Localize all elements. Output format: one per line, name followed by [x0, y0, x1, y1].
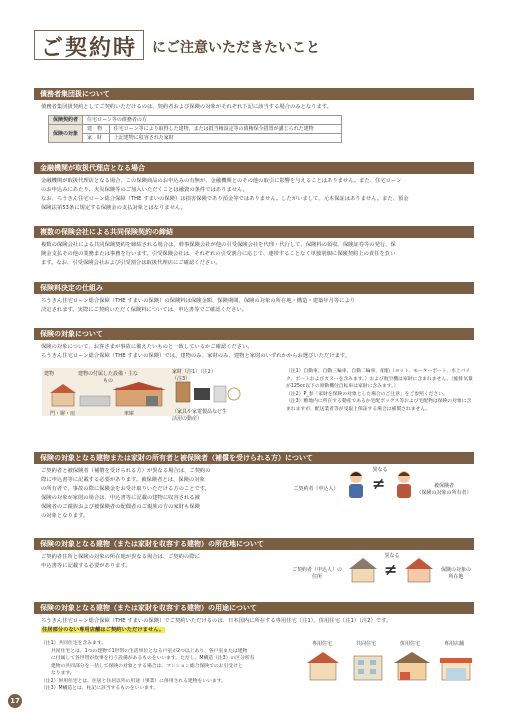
section-text [34, 177, 474, 213]
section-text [34, 241, 474, 268]
section-header: 複数の保険会社による共同保険契約の締結 [34, 226, 474, 238]
insured-label-line: 被保険者 [433, 483, 454, 489]
person-icon [346, 470, 366, 500]
section-header: 債務者集団扱について [34, 88, 474, 100]
text-line: ご契約者と被保険者（補償を受けられる方）が異なる場合は、ご契約の [41, 468, 211, 474]
text-line: 際に申込書等に記載する必要があります。被保険者とは、保険の対象 [41, 477, 205, 483]
type-label: 共同住宅 [355, 641, 376, 647]
building-types-icon [304, 650, 476, 682]
note-item: 共同住宅とは、1つの建物で1世帯の生活単位となる戸室が2つ以上あり、各戸室または建物 [51, 648, 248, 654]
text-line: 保険法第53条に規定する保険金の支払対象とはなりません。 [41, 205, 186, 211]
object-notes [286, 368, 474, 413]
section-text: 債務者集団扱契約としてご契約いただけるのは、契約者および保険の対象がそれぞれ下記に該当する場合のみとなります。 [41, 104, 332, 110]
section-owner-insured [34, 452, 474, 528]
address-label-line: 住所 [311, 574, 322, 580]
section-location [34, 538, 474, 592]
attached-label: 建物の付属した設備・主なもの [78, 371, 139, 384]
text-line: ろうきん住宅ローン総合保障（THE すまいの保険）では、建物のみ、家財のみ、建物と家財のいずれかからお選びいただけます。 [41, 353, 350, 359]
building-label: 建物 [44, 371, 55, 377]
table-cell: 建 物 [83, 125, 110, 134]
note-item: （注3）敷地内に所在する動産であるか宅配ボックス等および宅配物は保険の対象に含まれますが、配送業者等が受取上保証する場合は補償されません。 [286, 399, 472, 412]
type-label: 専用住宅 [311, 641, 332, 647]
text-line: 複数の保険会社による共同保険契約を締結される場合は、幹事保険会社が他の引受保険会社を代理・代行して、保険料の領収、保険証券等の発行、保 [41, 242, 396, 248]
furniture-icon [174, 378, 244, 404]
gate-label: 門・塀・垣 [50, 411, 76, 417]
section-header: 保険の対象となる建物または家財の所有者と被保険者（補償を受けられる方）について [34, 452, 474, 464]
table-head: 保険契約者 [49, 116, 83, 125]
note-item: （注1）自動車、自動三輪車、自動二輪車、船舶（ヨット、モーターボート、水上バイク、ボートおよびカヌーを含みます。）および航空機は家財に含まれません。（総排気量が125cc以下の原動機付自転車は家財に含みます。） [286, 369, 473, 389]
table-cell: 住宅ローン等の債務者の方 [83, 116, 342, 125]
section-text [34, 553, 273, 571]
contractor-label: ご契約者（申込人） [293, 486, 339, 492]
diff-label: 異なる [372, 467, 388, 473]
section-text [34, 617, 474, 635]
section-header: 保険の対象について [34, 328, 474, 340]
table-head: 保険の対象 [49, 125, 83, 143]
text-line: 保険者のご親族および被保険者の配偶者のご親族の方の家財も保険 [41, 504, 200, 510]
text-line [41, 626, 474, 635]
person-icon [394, 470, 414, 500]
text-line: ます。なお、引受保険会社および引受割合は取扱代理店にご確認ください。 [41, 260, 221, 266]
text-line: の所有者で、事故の際に保険金をお受け取りいただける方のことです。 [41, 486, 210, 492]
section-insured-object [34, 328, 474, 438]
eligibility-table [48, 115, 342, 143]
section-coinsurance [34, 226, 474, 268]
not-equal-icon: ≠ [384, 560, 398, 579]
text-line: なお、ろうきん住宅ローン総合保障（THE すまいの保険）は損害保険であり預金等ではありません。したがいまして、元本保証はありません。また、預金 [41, 196, 409, 202]
table-cell: 住宅ローン等により取得した建物、または抵当権設定等の債権保全措置が講じられた建物 [109, 125, 341, 134]
note-item: （注2）併用住宅とは、住居と住居以外の用途（事業）に併用される建物をいいます。 [41, 678, 226, 684]
contractor-address-label [286, 566, 348, 580]
location-label-line: 所在地 [448, 574, 464, 580]
house-icon [50, 382, 180, 408]
text-line: の対象となります。 [41, 513, 89, 519]
text-line: 申込書等に記載する必要があります。 [41, 563, 131, 569]
section-debtor-group [34, 88, 474, 143]
text-line: のお申込みにあたり、火災保険等のご加入いただくことは融資の条件ではありません。 [41, 187, 248, 193]
text-line: ご契約者住所と保険の対象の所在地が異なる場合は、ご契約の際に [41, 554, 200, 560]
text-line: 保険の対象について、お客さまが事故に備えたいものと一致しているかご確認ください。 [41, 344, 253, 350]
text-line: 険金支払その他の業務または事務を行います。引受保険会社は、それぞれの引受割合に応じて、連帯することなく単独別個に保険契約上の責任を負い [41, 251, 396, 257]
object-location-label [434, 566, 478, 580]
note-item: （注1）共同住宅を含みます。 [41, 641, 107, 646]
note-item: に付属して各世帯が炊事を行う設備があるものをいいます。ただし、M構造（注3）の区分所有 [51, 656, 255, 661]
section-usage [34, 602, 474, 712]
type-label: 併用住宅 [399, 641, 420, 647]
note-item: なります。 [51, 671, 75, 676]
note-item: （注2）P_参「家財を保険の対象とした場合のご注意」をご参照ください。 [286, 391, 448, 397]
type-label: 専用店舗 [443, 641, 464, 647]
not-equal-icon: ≠ [372, 474, 386, 493]
text-line: ろうきん住宅ローン総合保障（THE すまいの保険）の保険料は保険金額、保険期間、保険の対象の所在地・構造・建築年月等により [41, 298, 356, 304]
page-title [34, 30, 320, 60]
garage-label: 車庫 [124, 411, 135, 417]
section-text [34, 343, 474, 361]
text-line: 金融機関が取扱代理店となる場合、この保険商品のお申込みの有無が、金融機関とのその他の取引に影響を与えることはありません。また、住宅ローン [41, 178, 402, 184]
section-header: 保険の対象となる建物（または家財を収容する建物）の用途について [34, 602, 474, 614]
address-label-line: ご契約者（申込人）の [291, 567, 342, 573]
text-line: ろうきん住宅ローン総合保障（THE すまいの保険）でご契約いただけるのは、日本国内に所在する専用住宅（注1）、併用住宅（注1）（注2）です。 [41, 618, 392, 624]
section-financial-agent [34, 162, 474, 213]
section-header: 保険の対象となる建物（または家財を収容する建物）の所在地について [34, 538, 474, 550]
usage-notes [41, 640, 281, 693]
section-text [34, 467, 273, 521]
title-box [34, 30, 144, 60]
table-cell: 上記建物に収容された家財 [109, 134, 341, 143]
contents-label: 家財（注1）（注2）（注3） [172, 369, 216, 382]
section-premium [34, 282, 474, 315]
section-header: 金融機関が取扱代理店となる場合 [34, 162, 474, 174]
title-main: ご契約時 [41, 34, 138, 61]
title-subtitle: にご注意いただきたいこと [152, 40, 321, 56]
house-icon [348, 556, 378, 584]
highlight-text: 住居部分のない専用店舗はご契約いただけません。 [42, 627, 165, 633]
page-number: 17 [8, 694, 22, 708]
location-label-line: 保険の対象の [440, 567, 471, 573]
house-icon [404, 556, 434, 584]
note-item: （注3）M構造とは、柱記に該当するものをいいます。 [41, 686, 159, 691]
table-cell: 家 財 [83, 134, 110, 143]
section-header: 保険料決定の仕組み [34, 282, 474, 294]
text-line: 保険の対象が家財の場合は、申込書等に記載の建物に収容される被 [41, 495, 200, 501]
diff-label: 異なる [384, 553, 400, 559]
note-item: 建物の共同部分を一括して保険の対象とする場合は、マンション総合保険でのお引受けと [51, 663, 243, 669]
section-text [34, 297, 474, 315]
insured-label [414, 482, 474, 496]
insured-label-line: （保険の対象の所有者） [416, 490, 472, 496]
text-line: 決定されます。実際にご契約いただく保険料については、申込書等でご確認ください。 [41, 307, 248, 313]
contents-note: （家具や家電製品など生活用の動産） [172, 409, 228, 422]
